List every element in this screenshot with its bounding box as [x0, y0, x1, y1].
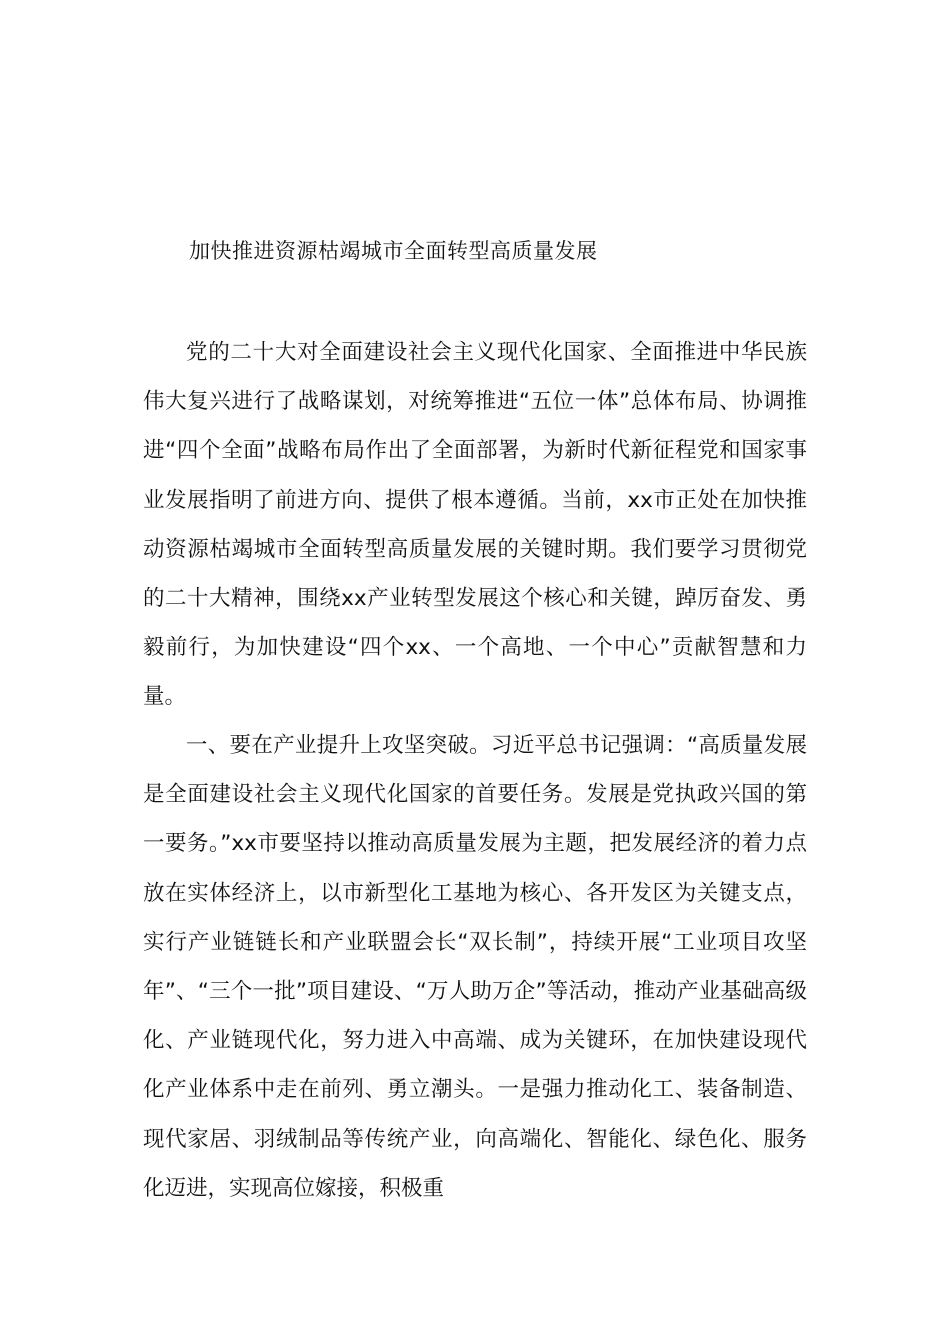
- body-paragraph: 一、要在产业提升上攻坚突破。习近平总书记强调：“高质量发展是全面建设社会主义现代化国家的首要任务。发展是党执政兴国的第一要务。”xx市要坚持以推动高质量发展为主题，把发展经济的着力点放在实体经济上，以市新型化工基地为核心、各开发区为关键支点，实行产业链链长和产业联盟会长“双长制”，持续开展“工业项目攻坚年”、“三个一批”项目建设、“万人助万企”等活动，推动产业基础高级化、产业链现代化，努力进入中高端、成为关键环，在加快建设现代化产业体系中走在前列、勇立潮头。一是强力推动化工、装备制造、现代家居、羽绒制品等传统产业，向高端化、智能化、绿色化、服务化迈进，实现高位嫁接，积极重: [143, 733, 807, 1201]
- body-paragraph: 党的二十大对全面建设社会主义现代化国家、全面推进中华民族伟大复兴进行了战略谋划，对统筹推进“五位一体”总体布局、协调推进“四个全面”战略布局作出了全面部署，为新时代新征程党和国家事业发展指明了前进方向、提供了根本遵循。当前，xx市正处在加快推动资源枯竭城市全面转型高质量发展的关键时期。我们要学习贯彻党的二十大精神，围绕xx产业转型发展这个核心和关键，踔厉奋发、勇毅前行，为加快建设“四个xx、一个高地、一个中心”贡献智慧和力量。: [143, 340, 807, 710]
- document-title: 加快推进资源枯竭城市全面转型高质量发展: [189, 239, 598, 263]
